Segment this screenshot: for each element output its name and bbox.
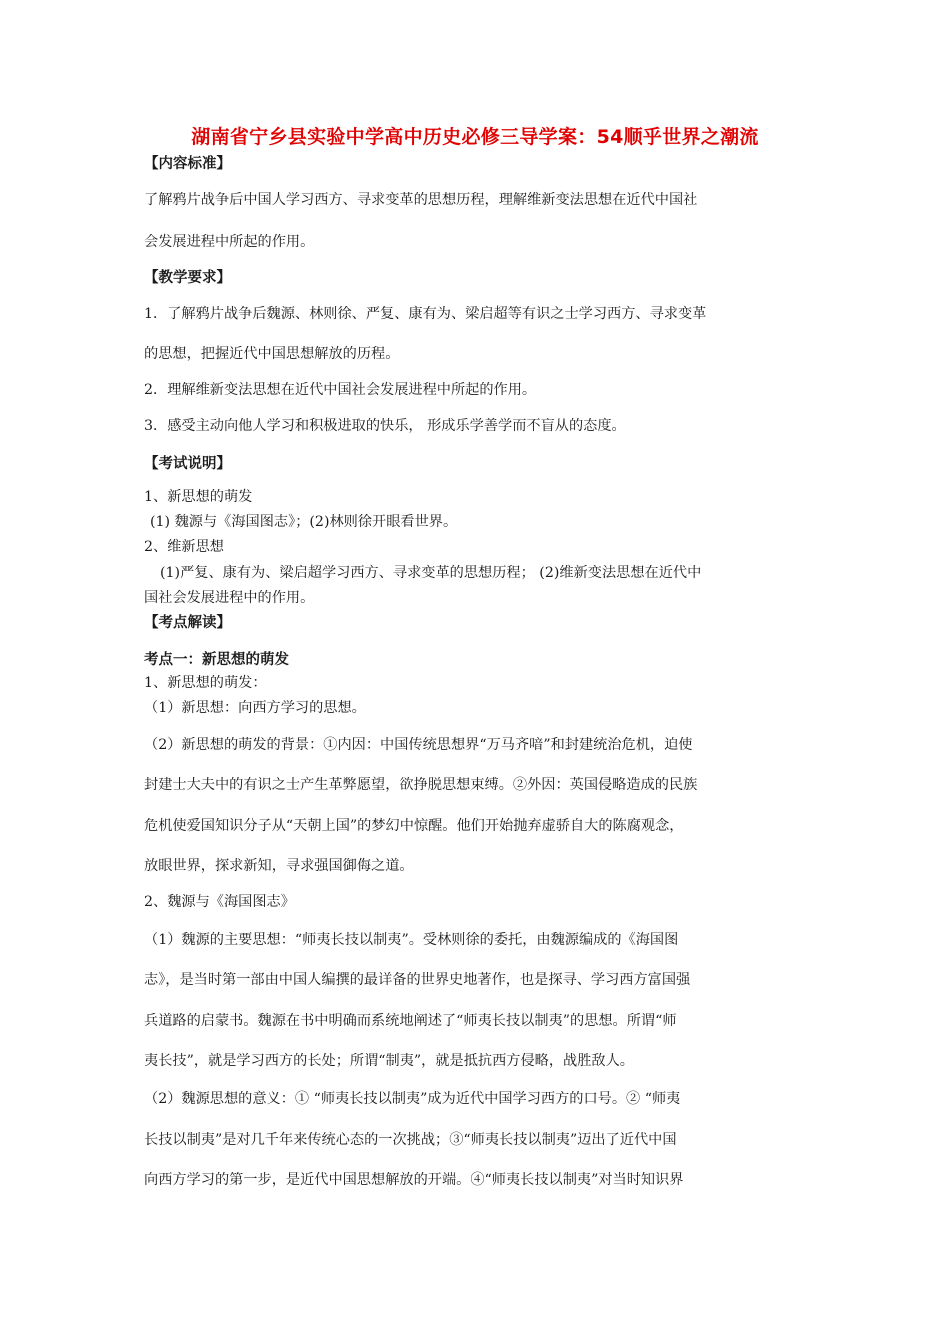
paragraph-line: 放眼世界，探求新知，寻求强国御侮之道。 (144, 858, 414, 874)
list-item: （1）新思想：向西方学习的思想。 (144, 700, 366, 716)
paragraph-line: 长技以制夷”是对几千年来传统心态的一次挑战；③“师夷长技以制夷”迈出了近代中国 (144, 1132, 677, 1148)
list-item: 1、新思想的萌发： (144, 675, 267, 691)
section-heading-key-points: 【考点解读】 (144, 615, 231, 631)
list-item: (1) 魏源与《海国图志》；(2)林则徐开眼看世界。 (150, 514, 458, 530)
list-item: 1、新思想的萌发 (144, 489, 253, 505)
document-title: 湖南省宁乡县实验中学高中历史必修三导学案：54顺乎世界之潮流 (191, 126, 759, 148)
paragraph-line: 志》，是当时第一部由中国人编撰的最详备的世界史地著作，也是探寻、学习西方富国强 (144, 972, 691, 988)
paragraph-line: 封建士大夫中的有识之士产生革弊愿望，欲挣脱思想束缚。②外因：英国侵略造成的民族 (144, 777, 698, 793)
section-heading-teaching-requirements: 【教学要求】 (144, 270, 231, 286)
section-heading-exam-notes: 【考试说明】 (144, 456, 231, 472)
paragraph-line: （2）新思想的萌发的背景：①内因：中国传统思想界“万马齐喑”和封建统治危机，迫使 (144, 737, 693, 753)
list-item: 2、维新思想 (144, 539, 224, 555)
list-item: 2、魏源与《海国图志》 (144, 894, 295, 910)
section-heading-content-standard: 【内容标准】 (144, 156, 231, 172)
paragraph-line: 会发展进程中所起的作用。 (144, 234, 315, 250)
paragraph-line: 兵道路的启蒙书。魏源在书中明确而系统地阐述了“师夷长技以制夷”的思想。所谓“师 (144, 1013, 677, 1029)
paragraph-line: 2．理解维新变法思想在近代中国社会发展进程中所起的作用。 (144, 382, 537, 398)
paragraph-line: 向西方学习的第一步，是近代中国思想解放的开端。④“师夷长技以制夷”对当时知识界 (144, 1172, 684, 1188)
paragraph-line: 1．了解鸦片战争后魏源、林则徐、严复、康有为、梁启超等有识之士学习西方、寻求变革 (144, 306, 707, 322)
paragraph-line: 夷长技”，就是学习西方的长处；所谓“制夷”，就是抵抗西方侵略，战胜敌人。 (144, 1053, 634, 1069)
list-item: (1)严复、康有为、梁启超学习西方、寻求变革的思想历程； (2)维新变法思想在近代中 (160, 565, 702, 581)
paragraph-line: （1）魏源的主要思想：“师夷长技以制夷”。受林则徐的委托，由魏源编成的《海国图 (144, 932, 679, 948)
paragraph-line: 了解鸦片战争后中国人学习西方、寻求变革的思想历程，理解维新变法思想在近代中国社 (144, 192, 698, 208)
paragraph-line: 的思想，把握近代中国思想解放的历程。 (144, 346, 400, 362)
paragraph-line: （2）魏源思想的意义：① “师夷长技以制夷”成为近代中国学习西方的口号。② “师夷 (144, 1091, 681, 1107)
subsection-heading: 考点一：新思想的萌发 (144, 652, 289, 668)
paragraph-line: 国社会发展进程中的作用。 (144, 590, 315, 606)
paragraph-line: 危机使爱国知识分子从“天朝上国”的梦幻中惊醒。他们开始抛弃虚骄自大的陈腐观念， (144, 818, 684, 834)
paragraph-line: 3．感受主动向他人学习和积极进取的快乐， 形成乐学善学而不盲从的态度。 (144, 418, 626, 434)
